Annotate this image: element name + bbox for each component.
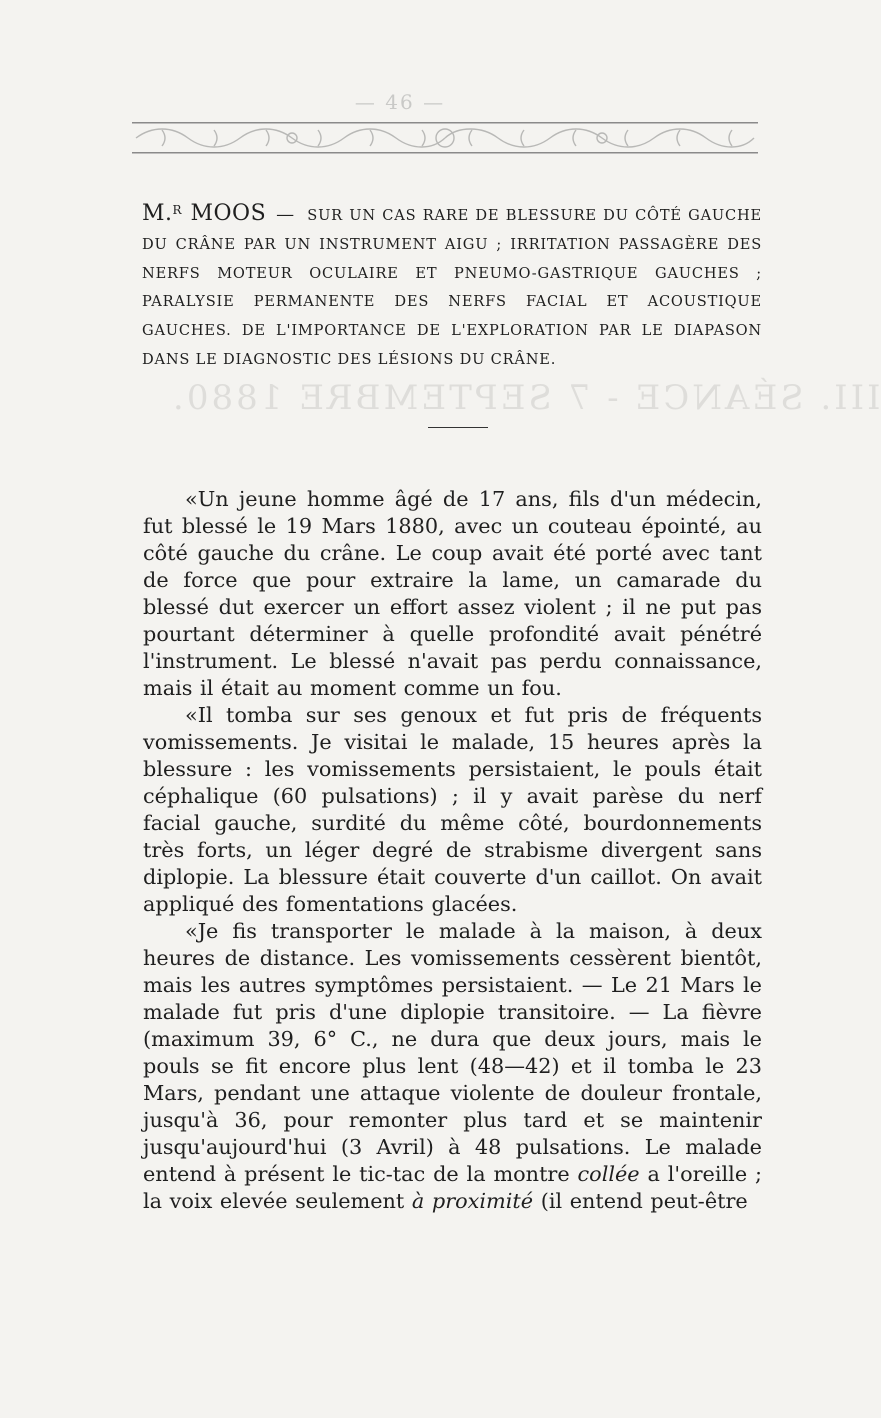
ornamental-header-band [132,120,758,156]
italic-a-proximite: à proximité [411,1189,534,1213]
article-title: SUR UN CAS RARE DE BLESSURE DU CÔTÉ GAUCHE DU CRÂNE PAR UN INSTRUMENT AIGU ; IRRITATION PASSAGÈRE DES NERFS MOTEUR OCULAIRE ET PNEUMO-GASTRIQUE GAUCHES ; PARALYSIE PERMANENTE DES NERFS FACIAL ET ACOUSTIQUE GAUCHES. DE L'IMPORTANCE DE L'EXPLORATION PAR LE DIAPASON DANS LE DIAGNOSTIC DES LÉSIONS DU CRÂNE. [142,207,762,368]
page-number: — 46 — [354,90,446,114]
paragraph-1: «Un jeune homme âgé de 17 ans, fils d'un médecin, fut blessé le 19 Mars 1880, avec un couteau épointé, au côté gauche du crâne. Le coup avait été porté avec tant de force que pour extraire la lame, un camarade du blessé dut exercer un effort assez violent ; il ne put pas pourtant déterminer à quelle profondité avait pénétré l'instrument. Le blessé n'avait pas perdu connaissance, mais il était au moment comme un fou. [143,487,762,700]
italic-collee: collée [577,1162,640,1186]
section-divider [428,427,488,428]
body-text [143,486,762,1215]
heading-dash: — [276,204,295,225]
speaker-name: M.$^R$ MOOS [142,201,267,226]
article-heading [142,196,762,375]
paragraph-3: «Je fis transporter le malade à la maison, à deux heures de distance. Les vomissements cessèrent bientôt, mais les autres symptômes persistaient. — Le 21 Mars le malade fut pris d'une diplopie transitoire. — La fièvre (maximum 39, 6° C., ne dura que deux jours, mais le pouls se fit encore plus lent (48—42) et il tomba le 23 Mars, pendant une attaque violente de douleur frontale, jusqu'à 36, pour remonter plus tard et se maintenir jusqu'aujourd'hui (3 Avril) à 48 pulsations. Le malade entend à présent le tic-tac de la montre collée a l'oreille ; la voix elevée seulement à proximité (il entend peut-être [143,919,762,1213]
paragraph-2: «Il tomba sur ses genoux et fut pris de fréquents vomissements. Je visitai le malade, 15 heures après la blessure : les vomissements persistaient, le pouls était céphalique (60 pulsations) ; il y avait parèse du nerf facial gauche, surdité du même côté, bourdonnements très forts, un léger degré de strabisme divergent sans diplopie. La blessure était couverte d'un caillot. On avait appliqué des fomentations glacées. [143,703,762,916]
bleed-through-heading: III. SÉANCE - 7 SEPTEMBRE 1880. [170,378,881,418]
